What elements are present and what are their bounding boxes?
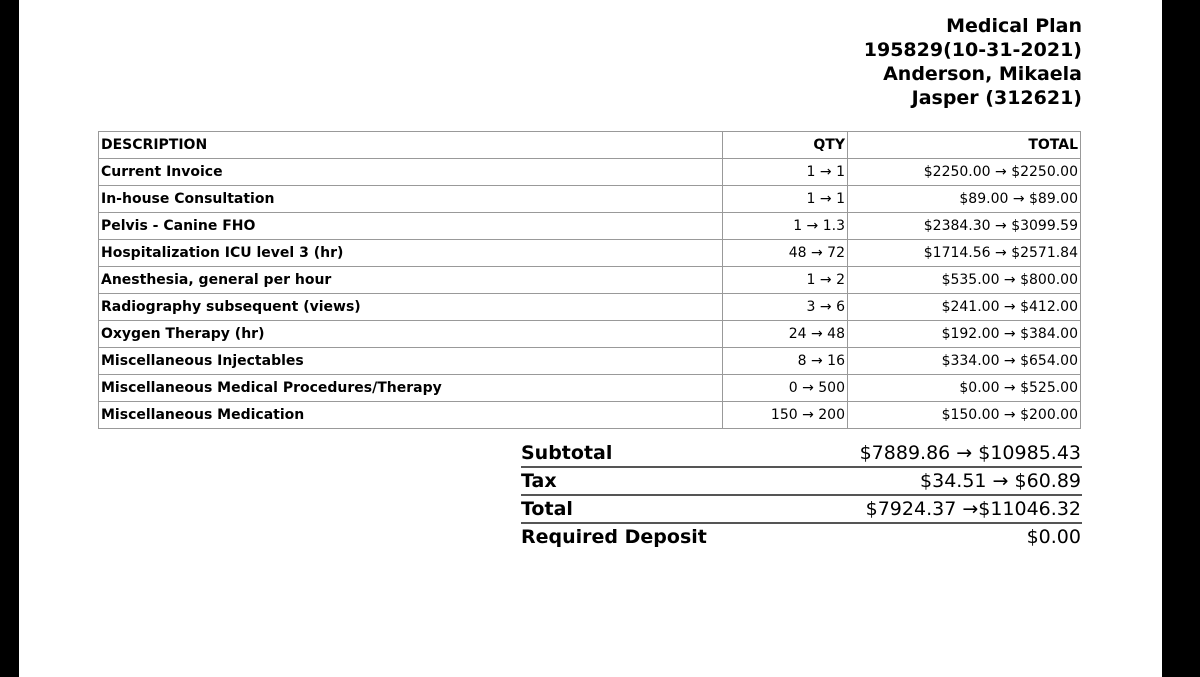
column-header-qty: QTY — [723, 132, 848, 159]
row-total: $535.00 → $800.00 — [848, 267, 1081, 294]
row-description: Current Invoice — [99, 159, 723, 186]
row-description: In-house Consultation — [99, 186, 723, 213]
table-row — [99, 321, 1081, 348]
table-row — [99, 402, 1081, 429]
table-row — [99, 159, 1081, 186]
row-description: Pelvis - Canine FHO — [99, 213, 723, 240]
row-description: Miscellaneous Medical Procedures/Therapy — [99, 375, 723, 402]
row-total: $150.00 → $200.00 — [848, 402, 1081, 429]
subtotal-row — [521, 440, 1082, 468]
row-qty: 1 → 1 — [723, 159, 848, 186]
row-description: Anesthesia, general per hour — [99, 267, 723, 294]
row-qty: 48 → 72 — [723, 240, 848, 267]
tax-label: Tax — [521, 470, 557, 492]
row-description: Oxygen Therapy (hr) — [99, 321, 723, 348]
row-total: $2384.30 → $3099.59 — [848, 213, 1081, 240]
row-total: $192.00 → $384.00 — [848, 321, 1081, 348]
line-items-table — [98, 131, 1081, 429]
table-header-row — [99, 132, 1081, 159]
deposit-label: Required Deposit — [521, 526, 707, 548]
row-qty: 1 → 1 — [723, 186, 848, 213]
row-total: $89.00 → $89.00 — [848, 186, 1081, 213]
column-header-total: TOTAL — [848, 132, 1081, 159]
deposit-value: $0.00 — [1026, 526, 1081, 548]
total-label: Total — [521, 498, 573, 520]
subtotal-label: Subtotal — [521, 442, 613, 464]
total-row — [521, 496, 1082, 524]
row-qty: 3 → 6 — [723, 294, 848, 321]
table-row — [99, 213, 1081, 240]
row-total: $2250.00 → $2250.00 — [848, 159, 1081, 186]
row-total: $241.00 → $412.00 — [848, 294, 1081, 321]
plan-title: Medical Plan — [946, 15, 1082, 37]
table-row — [99, 267, 1081, 294]
row-description: Miscellaneous Medication — [99, 402, 723, 429]
row-qty: 8 → 16 — [723, 348, 848, 375]
totals-summary — [521, 440, 1082, 550]
deposit-row — [521, 524, 1082, 550]
row-description: Radiography subsequent (views) — [99, 294, 723, 321]
row-description: Miscellaneous Injectables — [99, 348, 723, 375]
client-name: Anderson, Mikaela — [883, 63, 1082, 85]
row-total: $1714.56 → $2571.84 — [848, 240, 1081, 267]
subtotal-value: $7889.86 → $10985.43 — [859, 442, 1081, 464]
row-qty: 0 → 500 — [723, 375, 848, 402]
row-description: Hospitalization ICU level 3 (hr) — [99, 240, 723, 267]
tax-value: $34.51 → $60.89 — [920, 470, 1081, 492]
plan-header — [864, 14, 1082, 110]
document-page — [19, 0, 1162, 677]
row-total: $334.00 → $654.00 — [848, 348, 1081, 375]
total-value: $7924.37 →$11046.32 — [865, 498, 1081, 520]
row-qty: 1 → 2 — [723, 267, 848, 294]
row-qty: 150 → 200 — [723, 402, 848, 429]
row-total: $0.00 → $525.00 — [848, 375, 1081, 402]
row-qty: 24 → 48 — [723, 321, 848, 348]
tax-row — [521, 468, 1082, 496]
plan-id: 195829(10-31-2021) — [863, 39, 1082, 61]
patient-name: Jasper (312621) — [911, 87, 1082, 109]
table-row — [99, 240, 1081, 267]
table-row — [99, 186, 1081, 213]
table-row — [99, 294, 1081, 321]
table-row — [99, 375, 1081, 402]
row-qty: 1 → 1.3 — [723, 213, 848, 240]
table-row — [99, 348, 1081, 375]
column-header-description: DESCRIPTION — [99, 132, 723, 159]
